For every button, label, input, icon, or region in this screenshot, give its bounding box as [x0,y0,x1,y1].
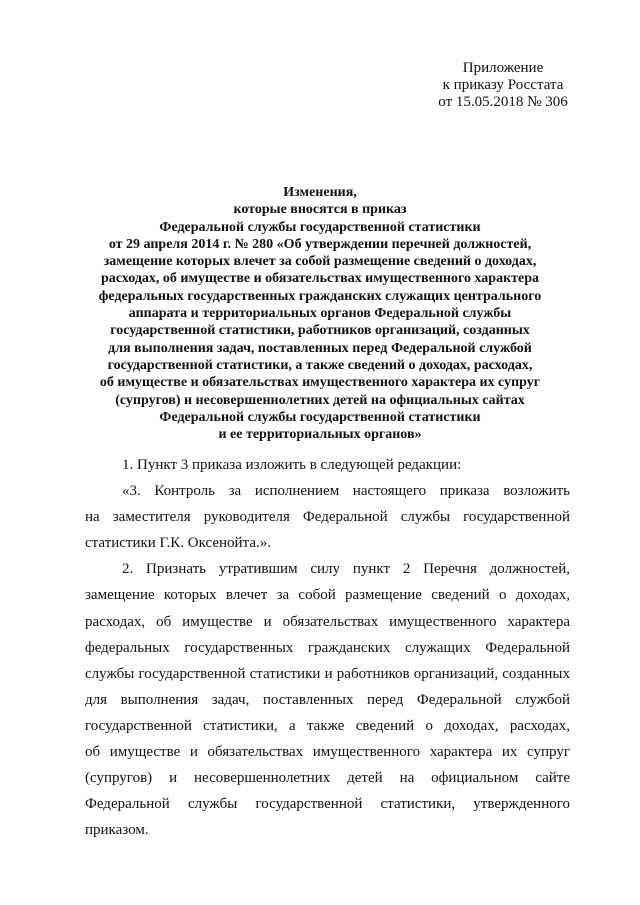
appendix-line: к приказу Росстата [442,77,564,93]
title-line: от 29 апреля 2014 г. № 280 «Об утверждении перечней должностей, [108,236,532,252]
document-title [80,184,560,443]
paragraph-3-line: для выполнения задач, поставленных перед Федеральной службой [85,691,570,708]
paragraph-1: 1. Пункт 3 приказа изложить в следующей редакции: [122,457,462,473]
title-line: которые вносятся в приказ [233,202,407,218]
paragraph-3-line: 2. Признать утратившим силу пункт 2 Перечня должностей, [122,561,570,578]
title-line: для выполнения задач, поставленных перед Федеральной службой [108,340,532,356]
appendix-line: от 15.05.2018 № 306 [438,94,568,110]
title-line: об имуществе и обязательствах имущественного характера их супруг [99,375,541,391]
paragraph-3-line: (супругов) и несовершеннолетних детей на официальном сайте [85,770,570,787]
title-line: государственной статистики, работников организаций, созданных [110,323,530,339]
paragraph-3-line: государственной статистики, а также сведений о доходах, расходах, [85,717,570,734]
title-line: и ее территориальных органов» [218,427,422,443]
appendix-header [418,60,588,111]
paragraph-2-line: на заместителя руководителя Федеральной службы государственной [85,509,570,526]
title-line: (супругов) и несовершеннолетних детей на официальных сайтах [115,392,525,408]
paragraph-3-line: расходах, об имуществе и обязательствах имущественного характера [85,613,570,630]
paragraph-3-line: приказом. [85,822,149,839]
title-line: федеральных государственных гражданских служащих центрального [98,288,542,304]
title-line: государственной статистики, а также сведений о доходах, расходах, [107,357,533,373]
appendix-line: Приложение [462,60,544,76]
paragraph-2-line: статистики Г.К. Оксенойта.». [85,535,271,552]
paragraph-3-line: федеральных государственных гражданских служащих Федеральной [85,639,570,656]
paragraph-3-line: Федеральной службы государственной статистики, утвержденного [85,796,570,813]
paragraph-3-line: об имуществе и обязательствах имущественного характера их супруг [85,744,570,761]
title-line: замещение которых влечет за собой размещение сведений о доходах, [103,254,537,270]
document-body [85,452,570,843]
title-line: расходах, об имуществе и обязательствах имущественного характера [100,271,540,287]
title-line: Федеральной службы государственной статистики [159,219,481,235]
title-line: аппарата и территориальных органов Федеральной службы [128,306,512,322]
paragraph-3-line: службы государственной статистики и работников организаций, созданных [85,665,570,682]
title-line: Изменения, [283,185,357,200]
paragraph-3-line: замещение которых влечет за собой размещение сведений о доходах, [85,587,570,604]
paragraph-2-line: «3. Контроль за исполнением настоящего приказа возложить [122,483,570,500]
title-line: Федеральной службы государственной статистики [159,409,481,425]
